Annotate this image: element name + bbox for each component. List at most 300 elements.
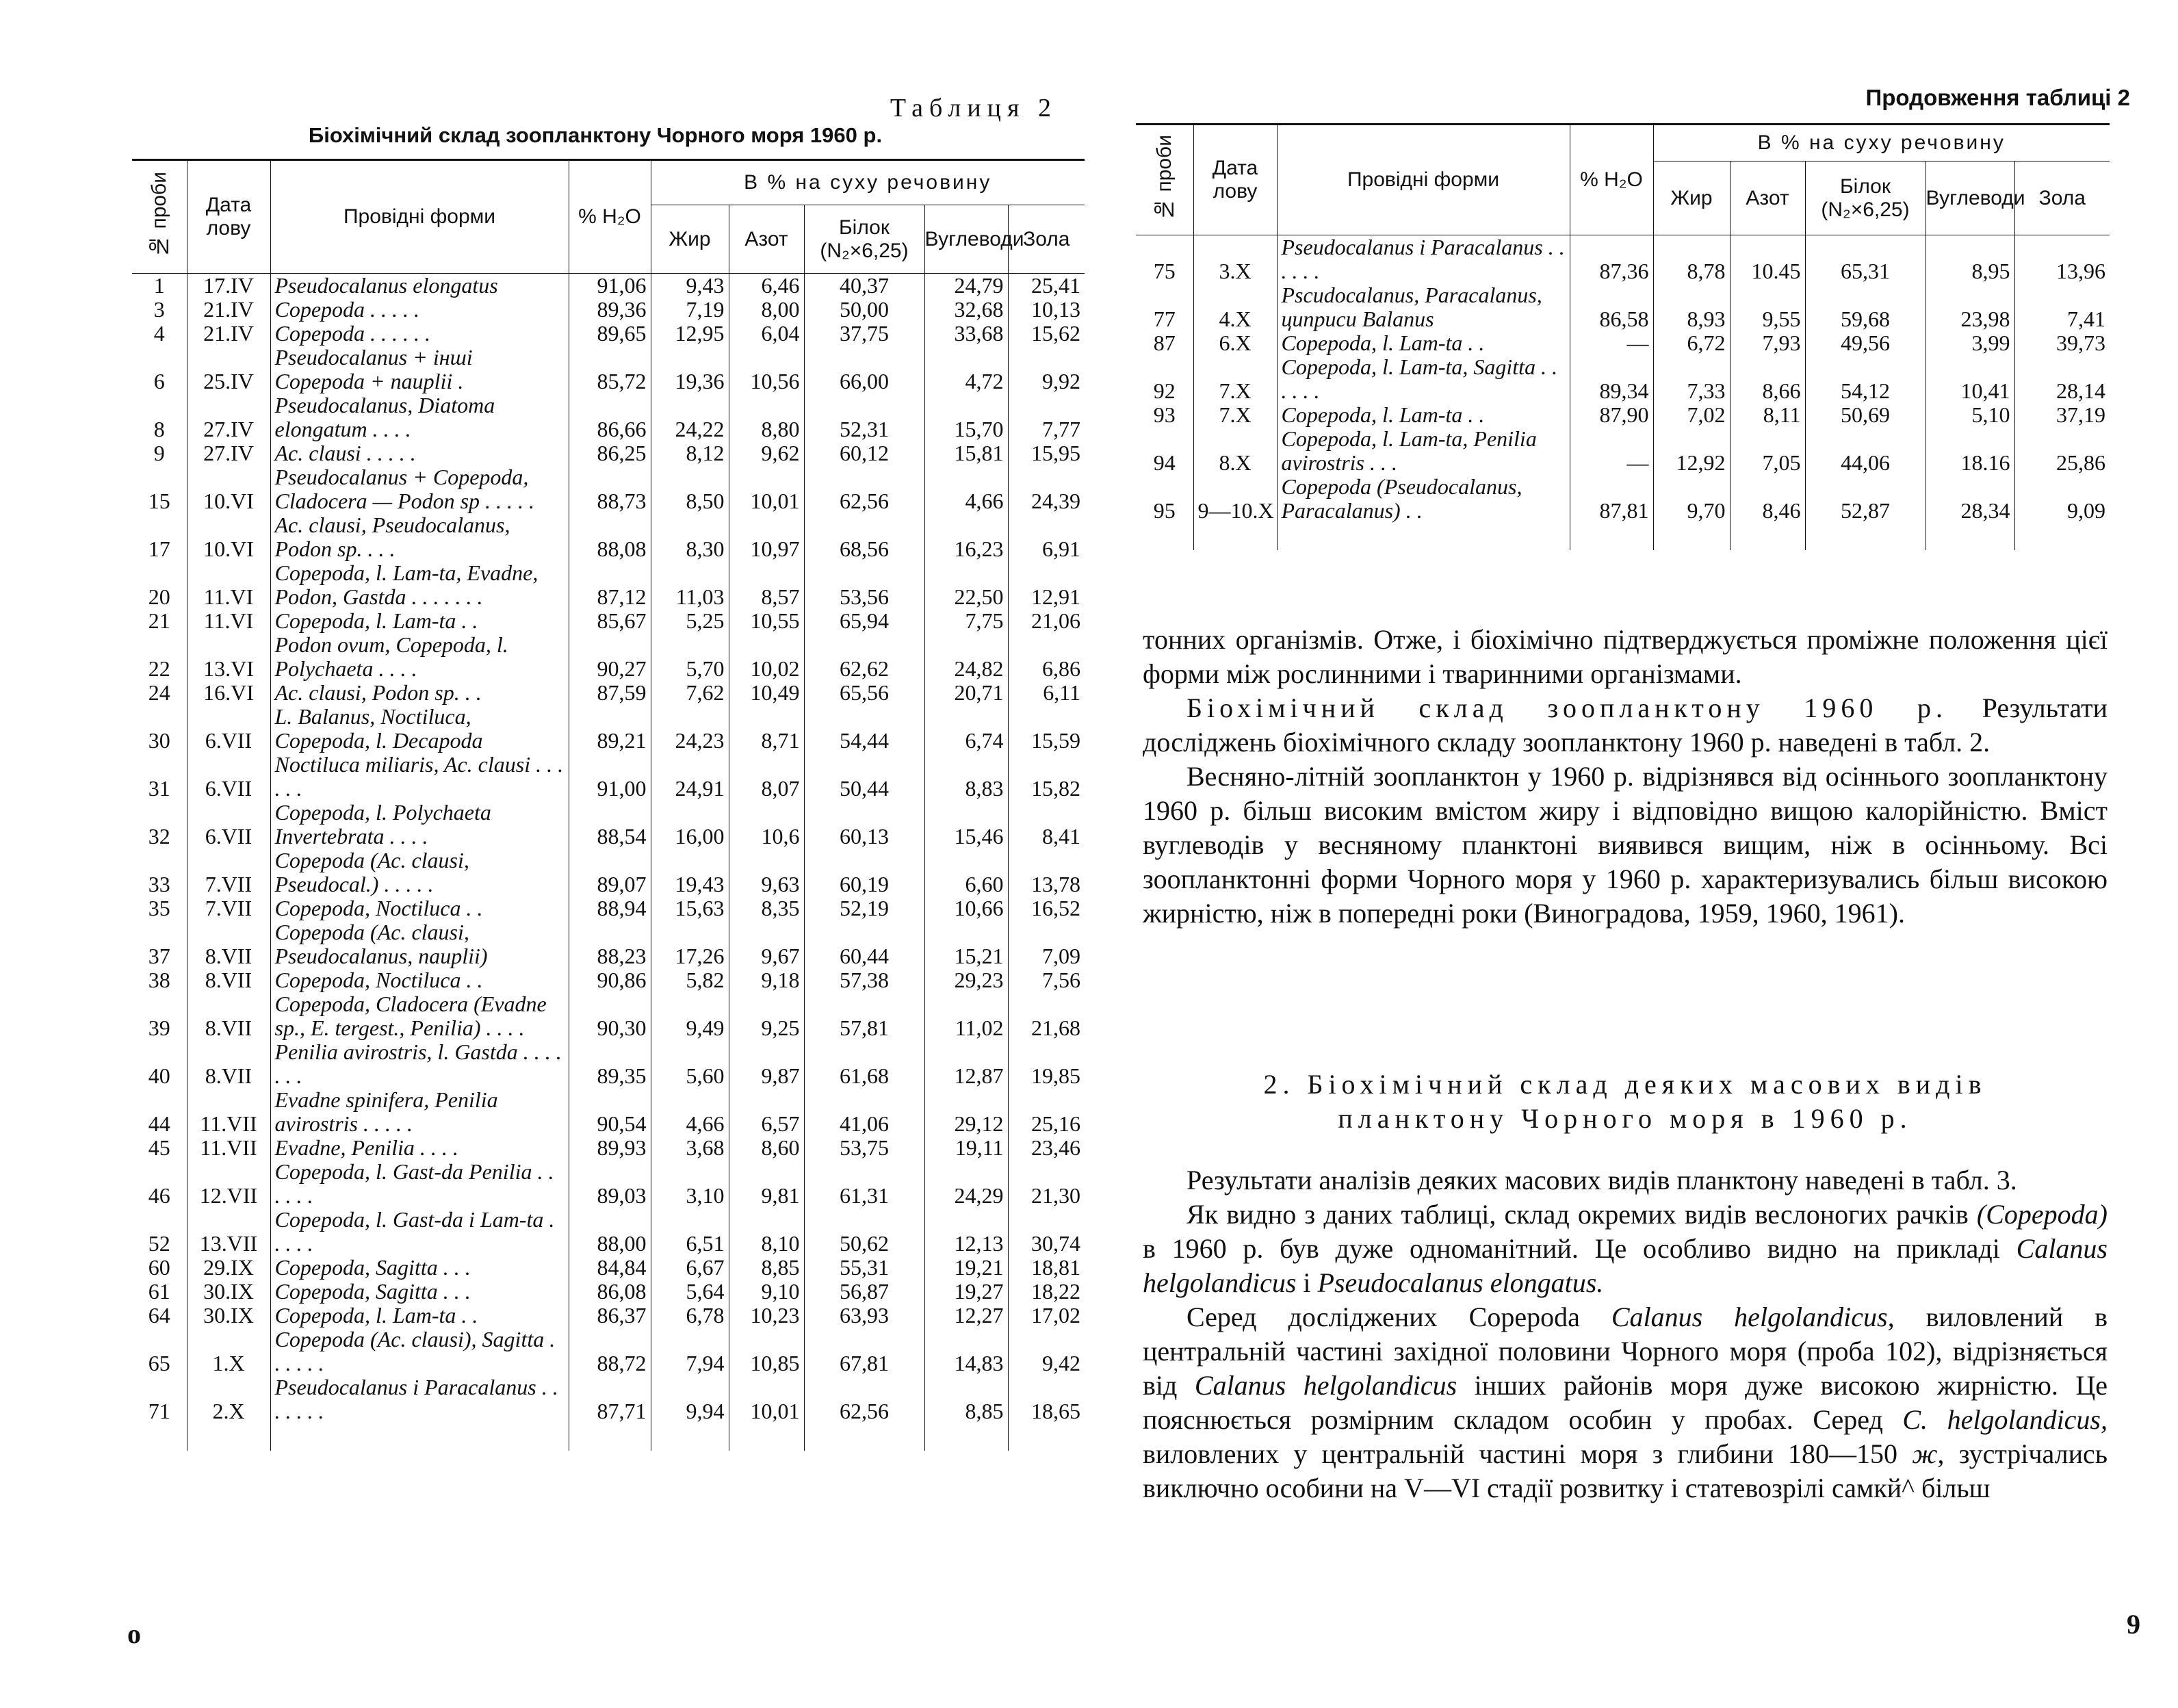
row-ash: 9,09 xyxy=(2014,475,2110,523)
row-date: 12.VII xyxy=(187,1160,270,1208)
row-nitrogen: 9,63 xyxy=(729,849,804,896)
row-forms: Pscudocalanus, Paracalanus, циприси Balanus xyxy=(1277,283,1570,331)
row-ash: 9,92 xyxy=(1008,346,1085,393)
row-nitrogen: 8,66 xyxy=(1730,355,1805,403)
row-water: 89,36 xyxy=(569,298,651,322)
paragraph-3: Весняно-літній зоопланктон у 1960 р. відрізнявся від осіннього зоопланктону 1960 р. більш високим вмістом жиру і відповідно вищою калорійністю. Вміст вуглеводів у весняному планктоні виявився вищим, ніж в осінньому. Всі зоопланктонні форми Чорного моря у 1960 р. характеризувались більш високою жирністю, ніж в попередні роки (Виноградова, 1959, 1960, 1961). xyxy=(1143,761,2108,929)
row-protein: 52,19 xyxy=(804,896,924,920)
row-number: 94 xyxy=(1153,450,1176,475)
row-carbs: 15,46 xyxy=(924,801,1008,849)
row-protein: 41,06 xyxy=(804,1088,924,1136)
row-carbs: 8,83 xyxy=(924,753,1008,801)
row-date: 8.X xyxy=(1193,427,1277,475)
row-nitrogen: 9,10 xyxy=(729,1280,804,1304)
table-row xyxy=(132,753,1085,801)
row-carbs: 16,23 xyxy=(924,513,1008,561)
row-date: 8.VII xyxy=(187,920,270,968)
row-number: 92 xyxy=(1153,378,1176,403)
header-protein: Білок (N₂×6,25) xyxy=(804,205,924,274)
row-fat: 8,30 xyxy=(651,513,729,561)
row-date: 27.IV xyxy=(187,441,270,465)
table-row xyxy=(132,705,1085,753)
row-nitrogen: 10,23 xyxy=(729,1304,804,1328)
row-carbs: 7,75 xyxy=(924,609,1008,633)
row-date: 13.VII xyxy=(187,1208,270,1256)
row-protein: 50,62 xyxy=(804,1208,924,1256)
row-ash: 7,41 xyxy=(2014,283,2110,331)
row-carbs: 4,66 xyxy=(924,465,1008,513)
row-ash: 25,41 xyxy=(1008,274,1085,298)
row-protein: 61,31 xyxy=(804,1160,924,1208)
paragraph-2 xyxy=(1143,691,2108,760)
row-number: 4 xyxy=(153,321,165,346)
row-carbs: 15,21 xyxy=(924,920,1008,968)
row-date: 6.VII xyxy=(187,705,270,753)
table-row xyxy=(132,1375,1085,1423)
row-carbs: 18.16 xyxy=(1926,427,2014,475)
row-nitrogen: 10,6 xyxy=(729,801,804,849)
row-water: 89,65 xyxy=(569,322,651,346)
row-protein: 62,62 xyxy=(804,633,924,681)
row-fat: 24,23 xyxy=(651,705,729,753)
row-fat: 6,78 xyxy=(651,1304,729,1328)
row-nitrogen: 8,71 xyxy=(729,705,804,753)
row-protein: 61,68 xyxy=(804,1040,924,1088)
row-protein: 68,56 xyxy=(804,513,924,561)
row-fat: 7,33 xyxy=(1653,355,1730,403)
row-number: 93 xyxy=(1153,402,1176,427)
table-row xyxy=(132,393,1085,441)
row-forms: Copepoda . . . . . xyxy=(270,298,569,322)
row-carbs: 15,70 xyxy=(924,393,1008,441)
row-water: 86,58 xyxy=(1570,283,1653,331)
row-water: 87,71 xyxy=(569,1375,651,1423)
cont-header-dry-group: В % на суху речовину xyxy=(1653,125,2110,161)
row-fat: 15,63 xyxy=(651,896,729,920)
table-row xyxy=(132,1304,1085,1328)
row-protein: 59,68 xyxy=(1805,283,1926,331)
row-protein: 53,56 xyxy=(804,561,924,609)
table-row xyxy=(132,1040,1085,1088)
row-forms: Copepoda (Ac. clausi, Pseudocalanus, nauplii) xyxy=(270,920,569,968)
row-forms: Pseudocalanus + інші Copepoda + nauplii . xyxy=(270,346,569,393)
row-nitrogen: 8,46 xyxy=(1730,475,1805,523)
row-nitrogen: 10,56 xyxy=(729,346,804,393)
table-row xyxy=(132,1088,1085,1136)
table-row xyxy=(132,1136,1085,1160)
row-number: 30 xyxy=(148,728,170,753)
row-fat: 3,68 xyxy=(651,1136,729,1160)
row-water: 86,08 xyxy=(569,1280,651,1304)
row-nitrogen: 9,87 xyxy=(729,1040,804,1088)
row-fat: 9,43 xyxy=(651,274,729,298)
row-nitrogen: 8,07 xyxy=(729,753,804,801)
row-forms: Noctiluca miliaris, Ac. clausi . . . . . . xyxy=(270,753,569,801)
row-fat: 5,82 xyxy=(651,968,729,992)
row-forms: Copepoda, Noctiluca . . xyxy=(270,896,569,920)
row-carbs: 6,74 xyxy=(924,705,1008,753)
row-nitrogen: 9,62 xyxy=(729,441,804,465)
table-row xyxy=(132,465,1085,513)
row-fat: 11,03 xyxy=(651,561,729,609)
row-forms: Copepoda, l. Gast-da Penilia . . . . . . xyxy=(270,1160,569,1208)
row-date: 6.X xyxy=(1193,331,1277,355)
row-nitrogen: 9,81 xyxy=(729,1160,804,1208)
row-ash: 7,77 xyxy=(1008,393,1085,441)
table-row xyxy=(132,346,1085,393)
row-date: 10.VI xyxy=(187,465,270,513)
row-number: 17 xyxy=(148,536,170,561)
paragraph-2-body: Результати досліджень біохімічного складу зоопланктону 1960 р. наведені в табл. 2. xyxy=(1143,693,2108,758)
row-fat: 12,95 xyxy=(651,322,729,346)
row-protein: 49,56 xyxy=(1805,331,1926,355)
row-date: 7.VII xyxy=(187,896,270,920)
row-number: 20 xyxy=(148,584,170,609)
table-row xyxy=(132,1328,1085,1375)
row-ash: 19,85 xyxy=(1008,1040,1085,1088)
row-forms: Penilia avirostris, l. Gastda . . . . . . . xyxy=(270,1040,569,1088)
row-ash: 25,16 xyxy=(1008,1088,1085,1136)
table-row xyxy=(132,920,1085,968)
table-row xyxy=(132,801,1085,849)
paragraph-1: тонних організмів. Отже, і біохімічно підтверджується проміжне положення цієї форми між рослинними і тваринними організмами. xyxy=(1143,624,2108,689)
row-number: 32 xyxy=(148,824,170,849)
table-row xyxy=(132,896,1085,920)
row-fat: 24,91 xyxy=(651,753,729,801)
row-date: 11.VI xyxy=(187,561,270,609)
cont-header-fat: Жир xyxy=(1653,161,1730,235)
row-water: 91,00 xyxy=(569,753,651,801)
row-number: 40 xyxy=(148,1063,170,1088)
biochem-table-continued xyxy=(1136,123,2110,550)
row-protein: 60,19 xyxy=(804,849,924,896)
row-nitrogen: 8,57 xyxy=(729,561,804,609)
row-ash: 8,41 xyxy=(1008,801,1085,849)
row-forms: Copepoda, l. Lam-ta . . xyxy=(270,1304,569,1328)
row-number: 75 xyxy=(1153,259,1176,283)
body-text-top xyxy=(1143,623,2108,931)
table-row xyxy=(132,633,1085,681)
row-carbs: 10,41 xyxy=(1926,355,2014,403)
cont-header-forms: Провідні форми xyxy=(1277,125,1570,235)
row-ash: 9,42 xyxy=(1008,1328,1085,1375)
row-water: 89,07 xyxy=(569,849,651,896)
row-carbs: 20,71 xyxy=(924,681,1008,705)
row-date: 2.X xyxy=(187,1375,270,1423)
row-ash: 18,81 xyxy=(1008,1256,1085,1280)
row-number: 61 xyxy=(148,1279,170,1304)
row-carbs: 11,02 xyxy=(924,992,1008,1040)
table-row xyxy=(1136,403,2110,427)
row-carbs: 15,81 xyxy=(924,441,1008,465)
row-nitrogen: 7,05 xyxy=(1730,427,1805,475)
table-row xyxy=(132,968,1085,992)
table-row xyxy=(132,992,1085,1040)
header-dry-group: В % на суху речовину xyxy=(651,160,1085,205)
row-water: 88,00 xyxy=(569,1208,651,1256)
row-date: 6.VII xyxy=(187,753,270,801)
row-forms: Copepoda, l. Lam-ta, Evadne, Podon, Gastda . . . . . . . xyxy=(270,561,569,609)
row-carbs: 22,50 xyxy=(924,561,1008,609)
row-protein: 57,81 xyxy=(804,992,924,1040)
row-forms: Pseudocalanus, Diatoma elongatum . . . . xyxy=(270,393,569,441)
row-ash: 10,13 xyxy=(1008,298,1085,322)
paragraph-6: Серед досліджених Copepoda Calanus helgolandicus, виловлений в центральній частині західної половини Чорного моря (проба 102), відрізняється від Calanus helgolandicus інших районів моря дуже високою жирністю. Це пояснюється розмірним складом особин у пробах. Серед C. helgolandicus, виловлених у центральній частині моря з глибини 180—150 ж, зустрічались виключно особини на V—VI стадії розвитку і статевозрілі самкй^ більш xyxy=(1143,1302,2108,1503)
header-carbs: Вуглеводи xyxy=(924,205,1008,274)
row-nitrogen: 9,67 xyxy=(729,920,804,968)
row-fat: 17,26 xyxy=(651,920,729,968)
row-carbs: 24,79 xyxy=(924,274,1008,298)
row-fat: 8,12 xyxy=(651,441,729,465)
row-forms: Copepoda (Ac. clausi, Pseudocal.) . . . . . xyxy=(270,849,569,896)
row-protein: 54,44 xyxy=(804,705,924,753)
row-date: 21.IV xyxy=(187,322,270,346)
row-date: 11.VII xyxy=(187,1136,270,1160)
table-row xyxy=(132,1280,1085,1304)
row-fat: 5,70 xyxy=(651,633,729,681)
row-carbs: 29,12 xyxy=(924,1088,1008,1136)
row-ash: 15,62 xyxy=(1008,322,1085,346)
row-forms: Copepoda (Pseudocalanus, Paracalanus) . . xyxy=(1277,475,1570,523)
row-date: 8.VII xyxy=(187,1040,270,1088)
row-water: 90,54 xyxy=(569,1088,651,1136)
header-water: % H₂O xyxy=(569,160,651,274)
row-fat: 9,49 xyxy=(651,992,729,1040)
row-carbs: 8,85 xyxy=(924,1375,1008,1423)
row-fat: 8,78 xyxy=(1653,235,1730,284)
row-forms: Ac. clausi, Pseudocalanus, Podon sp. . . . xyxy=(270,513,569,561)
row-forms: Copepoda, l. Gast-da i Lam-ta . . . . . xyxy=(270,1208,569,1256)
continuation-label: Продовження таблиці 2 xyxy=(1865,85,2130,110)
row-carbs: 4,72 xyxy=(924,346,1008,393)
row-fat: 3,10 xyxy=(651,1160,729,1208)
row-fat: 8,50 xyxy=(651,465,729,513)
row-forms: L. Balanus, Noctiluca, Copepoda, l. Decapoda xyxy=(270,705,569,753)
table-row xyxy=(132,441,1085,465)
row-carbs: 10,66 xyxy=(924,896,1008,920)
row-protein: 55,31 xyxy=(804,1256,924,1280)
row-protein: 40,37 xyxy=(804,274,924,298)
row-forms: Podon ovum, Copepoda, l. Polychaeta . . . . xyxy=(270,633,569,681)
cont-header-nitrogen: Азот xyxy=(1730,161,1805,235)
row-carbs: 5,10 xyxy=(1926,403,2014,427)
row-forms: Evadne spinifera, Penilia avirostris . . . . . xyxy=(270,1088,569,1136)
table-row xyxy=(132,274,1085,298)
row-forms: Copepoda, l. Lam-ta . . xyxy=(1277,403,1570,427)
row-water: 84,84 xyxy=(569,1256,651,1280)
row-ash: 37,19 xyxy=(2014,403,2110,427)
row-water: 85,72 xyxy=(569,346,651,393)
row-number: 46 xyxy=(148,1183,170,1208)
row-carbs: 19,11 xyxy=(924,1136,1008,1160)
row-number: 44 xyxy=(148,1111,170,1136)
row-carbs: 23,98 xyxy=(1926,283,2014,331)
row-number: 22 xyxy=(148,656,170,681)
row-nitrogen: 9,25 xyxy=(729,992,804,1040)
row-forms: Pseudocalanus i Paracalanus . . . . . . xyxy=(1277,235,1570,284)
row-carbs: 19,21 xyxy=(924,1256,1008,1280)
row-protein: 60,12 xyxy=(804,441,924,465)
row-nitrogen: 8,35 xyxy=(729,896,804,920)
row-number: 21 xyxy=(148,608,170,633)
row-fat: 7,62 xyxy=(651,681,729,705)
row-ash: 15,59 xyxy=(1008,705,1085,753)
row-date: 9—10.X xyxy=(1193,475,1277,523)
row-forms: Copepoda, l. Lam-ta . . xyxy=(1277,331,1570,355)
row-date: 13.VI xyxy=(187,633,270,681)
row-number: 45 xyxy=(148,1135,170,1160)
row-ash: 12,91 xyxy=(1008,561,1085,609)
row-nitrogen: 8,11 xyxy=(1730,403,1805,427)
table-label: Таблиця 2 xyxy=(890,94,1057,122)
row-forms: Pseudocalanus elongatus xyxy=(270,274,569,298)
paragraph-2-lead: Біохімічний склад зоопланктону 1960 р. xyxy=(1187,693,1947,723)
row-number: 39 xyxy=(148,1015,170,1040)
row-water: 90,27 xyxy=(569,633,651,681)
row-nitrogen: 6,04 xyxy=(729,322,804,346)
row-water: 88,94 xyxy=(569,896,651,920)
row-protein: 37,75 xyxy=(804,322,924,346)
row-protein: 60,13 xyxy=(804,801,924,849)
row-carbs: 12,27 xyxy=(924,1304,1008,1328)
row-forms: Copepoda, Noctiluca . . xyxy=(270,968,569,992)
row-fat: 16,00 xyxy=(651,801,729,849)
row-carbs: 3,99 xyxy=(1926,331,2014,355)
row-fat: 6,51 xyxy=(651,1208,729,1256)
table-title: Біохімічний склад зоопланктону Чорного моря 1960 р. xyxy=(308,123,883,147)
row-ash: 13,78 xyxy=(1008,849,1085,896)
row-nitrogen: 9,18 xyxy=(729,968,804,992)
row-protein: 50,69 xyxy=(1805,403,1926,427)
row-fat: 5,60 xyxy=(651,1040,729,1088)
row-forms: Ac. clausi, Podon sp. . . xyxy=(270,681,569,705)
row-water: 87,36 xyxy=(1570,235,1653,284)
row-protein: 65,31 xyxy=(1805,235,1926,284)
row-fat: 7,19 xyxy=(651,298,729,322)
row-number: 24 xyxy=(148,680,170,705)
row-carbs: 24,29 xyxy=(924,1160,1008,1208)
row-number: 1 xyxy=(153,273,165,298)
section-heading-line-2: планктону Чорного моря в 1960 р. xyxy=(1338,1103,1913,1134)
row-nitrogen: 7,93 xyxy=(1730,331,1805,355)
row-water: 88,08 xyxy=(569,513,651,561)
row-protein: 52,87 xyxy=(1805,475,1926,523)
row-water: 89,34 xyxy=(1570,355,1653,403)
biochem-table-main xyxy=(132,159,1085,1451)
row-protein: 50,44 xyxy=(804,753,924,801)
row-carbs: 29,23 xyxy=(924,968,1008,992)
row-number: 9 xyxy=(153,441,165,465)
row-forms: Evadne, Penilia . . . . xyxy=(270,1136,569,1160)
row-number: 33 xyxy=(148,872,170,896)
row-forms: Copepoda, Cladocera (Evadne sp., E. tergest., Penilia) . . . . xyxy=(270,992,569,1040)
header-ash: Зола xyxy=(1008,205,1085,274)
row-number: 87 xyxy=(1153,331,1176,355)
row-ash: 24,39 xyxy=(1008,465,1085,513)
row-carbs: 24,82 xyxy=(924,633,1008,681)
row-ash: 23,46 xyxy=(1008,1136,1085,1160)
table-row xyxy=(132,561,1085,609)
row-ash: 16,52 xyxy=(1008,896,1085,920)
row-protein: 63,93 xyxy=(804,1304,924,1328)
table-row xyxy=(1136,355,2110,403)
row-protein: 66,00 xyxy=(804,346,924,393)
table-row xyxy=(132,849,1085,896)
row-water: 90,86 xyxy=(569,968,651,992)
row-number: 35 xyxy=(148,896,170,920)
row-carbs: 28,34 xyxy=(1926,475,2014,523)
row-nitrogen: 10.45 xyxy=(1730,235,1805,284)
row-date: 21.IV xyxy=(187,298,270,322)
row-date: 30.IX xyxy=(187,1304,270,1328)
row-ash: 25,86 xyxy=(2014,427,2110,475)
row-ash: 6,11 xyxy=(1008,681,1085,705)
row-number: 95 xyxy=(1153,498,1176,523)
row-carbs: 19,27 xyxy=(924,1280,1008,1304)
row-date: 1.X xyxy=(187,1328,270,1375)
row-date: 8.VII xyxy=(187,968,270,992)
header-nitrogen: Азот xyxy=(729,205,804,274)
row-number: 37 xyxy=(148,944,170,968)
header-num: № проби xyxy=(132,160,187,274)
row-fat: 19,36 xyxy=(651,346,729,393)
row-number: 8 xyxy=(153,417,165,441)
paragraph-5: Як видно з даних таблиці, склад окремих видів веслоногих рачків (Copepoda) в 1960 р. був дуже одноманітний. Це особливо видно на прикладі Calanus helgolandicus і Pseudocalanus elongatus. xyxy=(1143,1199,2108,1298)
row-forms: Copepoda, l. Lam-ta . . xyxy=(270,609,569,633)
section-heading xyxy=(1143,1068,2108,1136)
row-forms: Copepoda (Ac. clausi), Sagitta . . . . . . xyxy=(270,1328,569,1375)
table-row xyxy=(132,513,1085,561)
row-water: 89,93 xyxy=(569,1136,651,1160)
cont-header-protein: Білок (N₂×6,25) xyxy=(1805,161,1926,235)
row-protein: 50,00 xyxy=(804,298,924,322)
row-fat: 7,02 xyxy=(1653,403,1730,427)
row-protein: 44,06 xyxy=(1805,427,1926,475)
row-date: 30.IX xyxy=(187,1280,270,1304)
row-date: 4.X xyxy=(1193,283,1277,331)
row-water: 89,21 xyxy=(569,705,651,753)
table-row xyxy=(132,298,1085,322)
row-ash: 39,73 xyxy=(2014,331,2110,355)
row-water: 87,81 xyxy=(1570,475,1653,523)
row-protein: 67,81 xyxy=(804,1328,924,1375)
row-water: 87,12 xyxy=(569,561,651,609)
row-fat: 24,22 xyxy=(651,393,729,441)
table-row xyxy=(132,1256,1085,1280)
row-water: 86,25 xyxy=(569,441,651,465)
row-protein: 62,56 xyxy=(804,1375,924,1423)
row-ash: 7,56 xyxy=(1008,968,1085,992)
page-number: 9 xyxy=(2127,1609,2140,1640)
header-forms: Провідні форми xyxy=(270,160,569,274)
row-date: 7.X xyxy=(1193,355,1277,403)
row-ash: 30,74 xyxy=(1008,1208,1085,1256)
row-carbs: 32,68 xyxy=(924,298,1008,322)
cont-header-carbs: Вуглеводи xyxy=(1926,161,2014,235)
header-date: Дата лову xyxy=(187,160,270,274)
row-forms: Copepoda, l. Polychaeta Invertebrata . . . . xyxy=(270,801,569,849)
row-date: 11.VII xyxy=(187,1088,270,1136)
row-number: 15 xyxy=(148,489,170,513)
cont-header-water: % H₂O xyxy=(1570,125,1653,235)
row-water: 91,06 xyxy=(569,274,651,298)
row-carbs: 12,13 xyxy=(924,1208,1008,1256)
row-date: 17.IV xyxy=(187,274,270,298)
row-nitrogen: 8,85 xyxy=(729,1256,804,1280)
row-date: 10.VI xyxy=(187,513,270,561)
row-water: 86,66 xyxy=(569,393,651,441)
row-number: 3 xyxy=(153,297,165,322)
